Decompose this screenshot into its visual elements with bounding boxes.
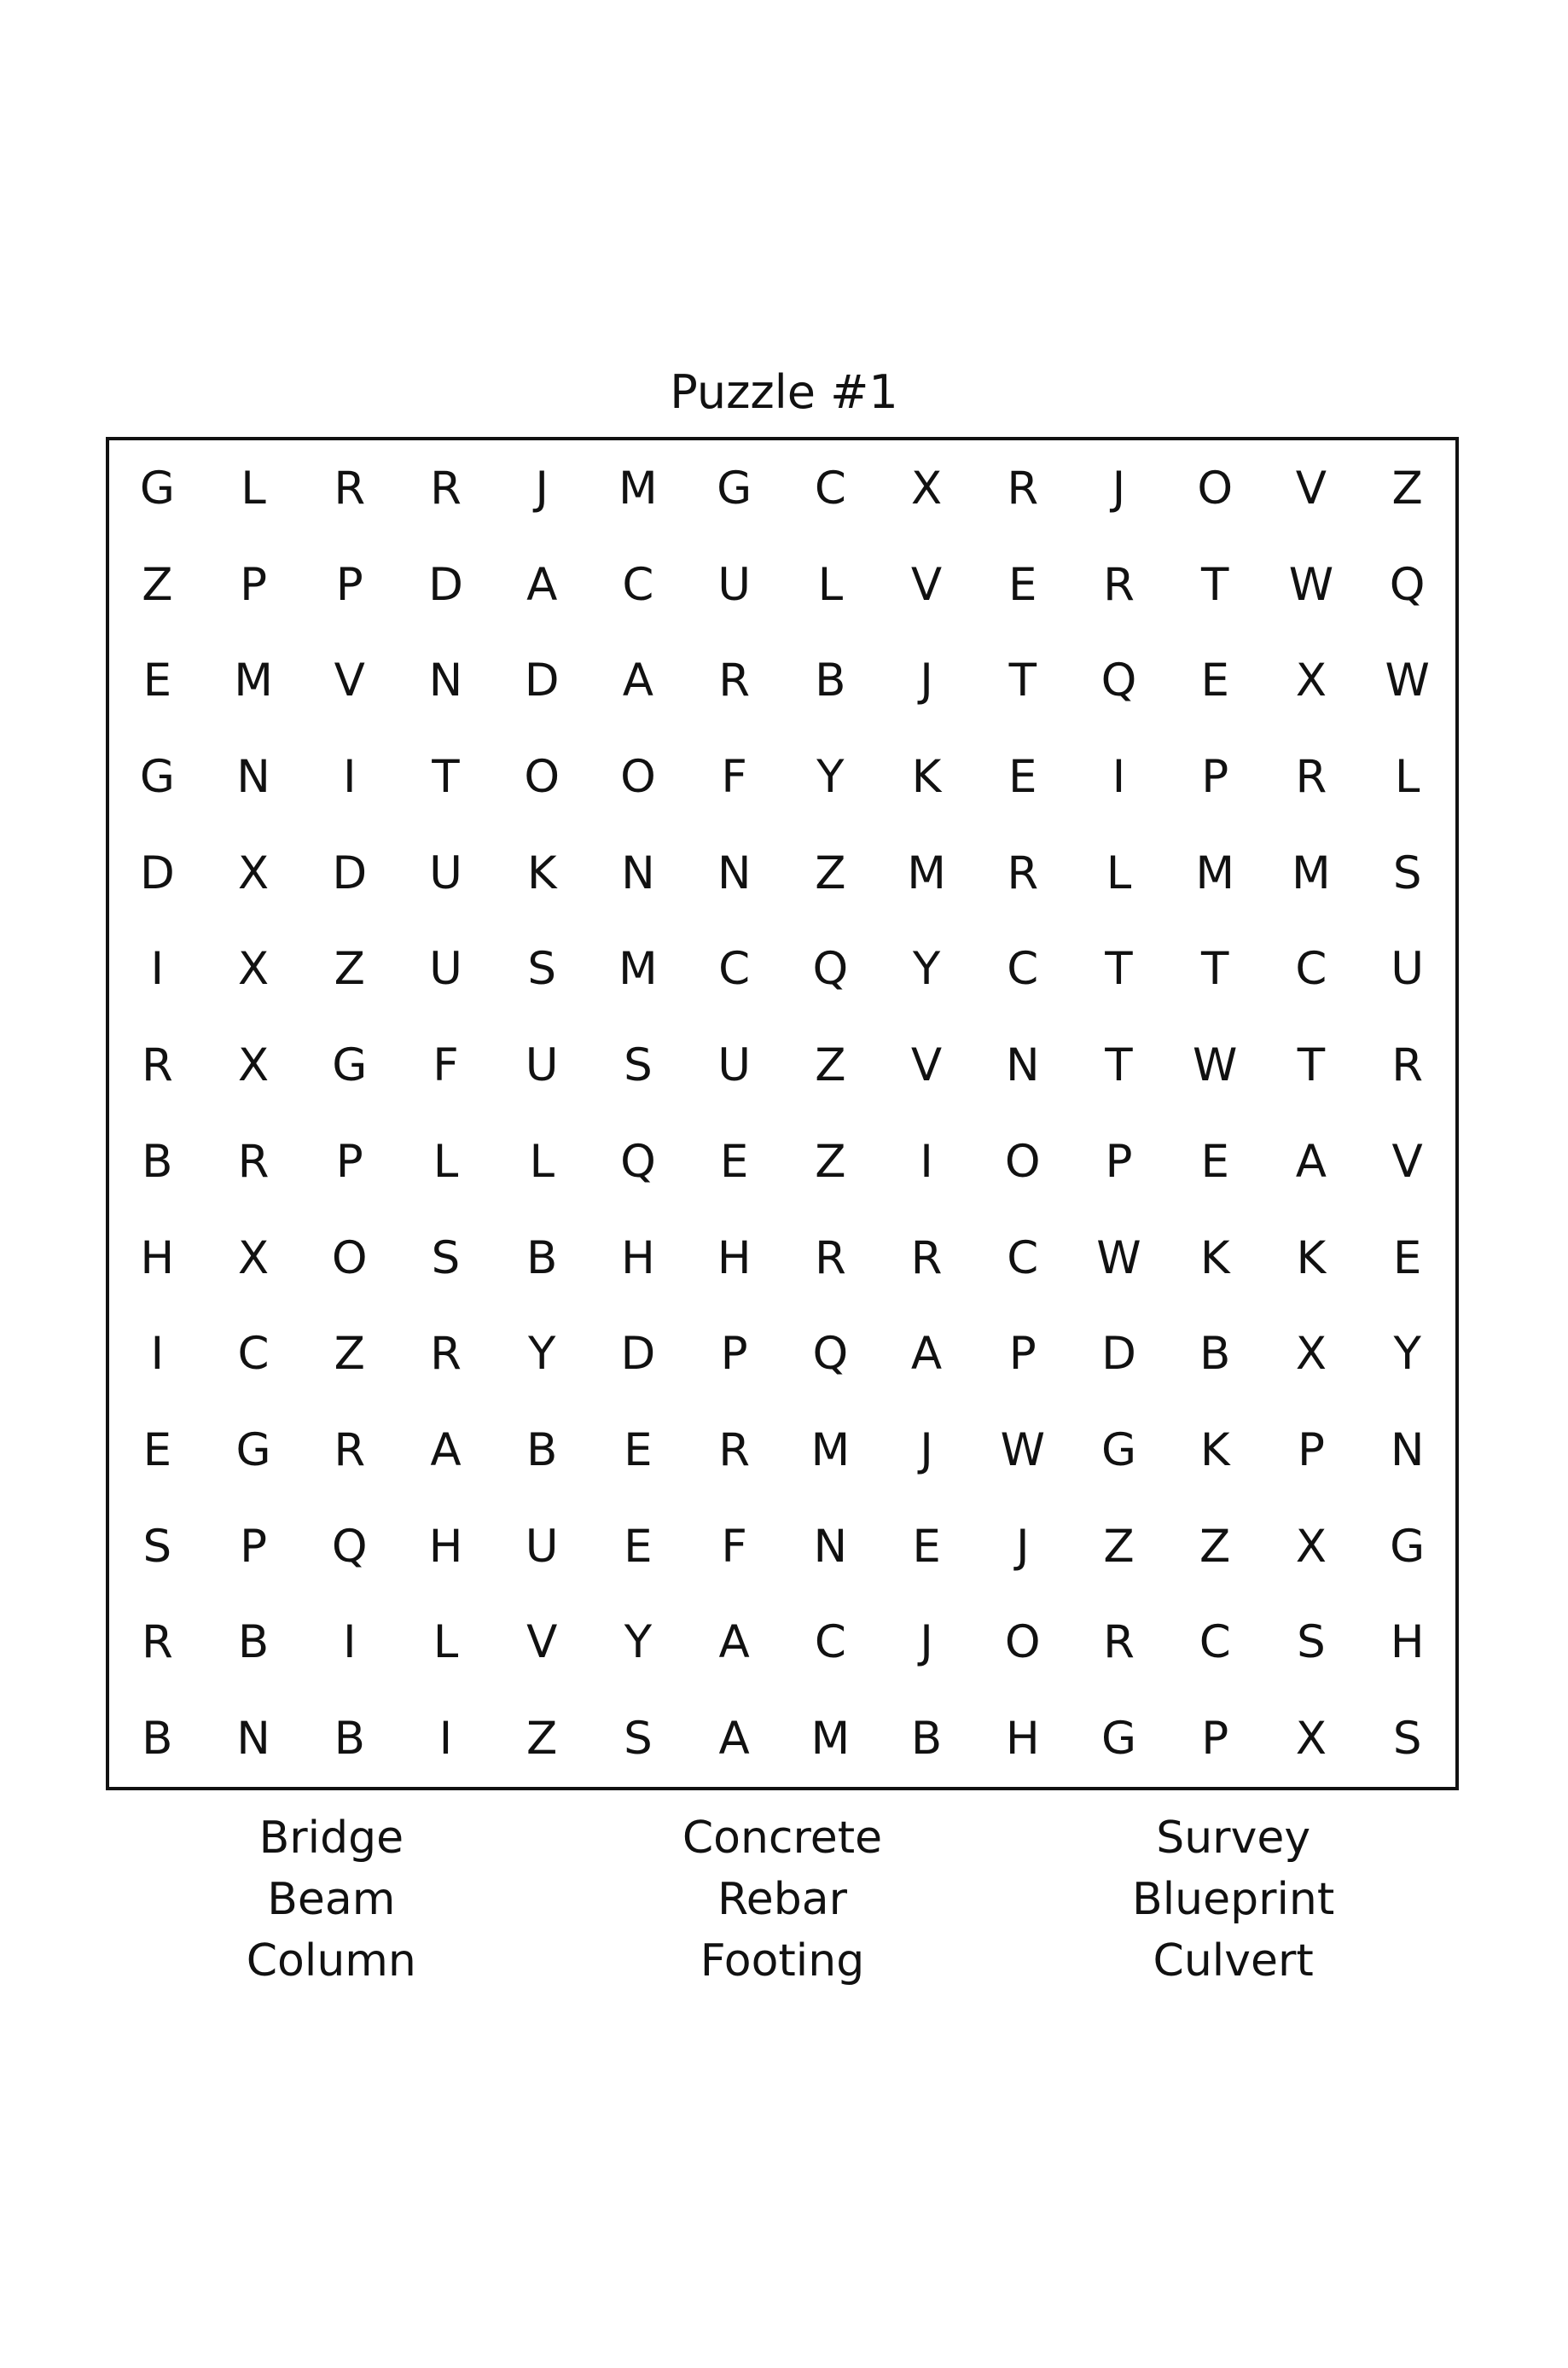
grid-cell[interactable]: I <box>920 1135 933 1188</box>
grid-cell[interactable]: O <box>331 1231 368 1284</box>
grid-cell[interactable]: A <box>622 655 654 707</box>
letter-grid <box>106 437 1459 1790</box>
grid-cell[interactable]: L <box>433 1135 459 1188</box>
grid-cell[interactable]: R <box>430 1328 462 1381</box>
grid-cell[interactable]: Z <box>1199 1520 1231 1573</box>
grid-cell[interactable]: C <box>1199 1616 1231 1669</box>
grid-cell[interactable]: F <box>721 1520 747 1573</box>
grid-cell[interactable]: C <box>237 1328 270 1381</box>
grid-cell[interactable]: G <box>717 462 752 515</box>
grid-cell[interactable]: P <box>1105 1135 1133 1188</box>
grid-cell[interactable]: B <box>910 1713 943 1766</box>
grid-cell[interactable]: A <box>430 1423 462 1476</box>
grid-cell[interactable]: P <box>335 558 363 611</box>
grid-cell[interactable]: P <box>1008 1328 1037 1381</box>
grid-cell[interactable]: P <box>240 1520 268 1573</box>
grid-cell[interactable]: T <box>432 750 460 803</box>
grid-cell[interactable]: E <box>1200 1135 1229 1188</box>
grid-cell[interactable]: D <box>139 847 175 899</box>
grid-cell[interactable]: Z <box>142 558 173 611</box>
grid-cell[interactable]: B <box>815 655 846 707</box>
grid-cell[interactable]: X <box>237 943 270 996</box>
grid-cell[interactable]: T <box>1105 943 1133 996</box>
grid-cell[interactable]: X <box>1295 1328 1327 1381</box>
grid-cell[interactable]: C <box>814 462 846 515</box>
grid-cell[interactable]: S <box>142 1520 172 1573</box>
grid-cell[interactable]: H <box>1390 1616 1425 1669</box>
grid-cell[interactable]: M <box>1292 847 1331 899</box>
grid-cell[interactable]: G <box>139 462 175 515</box>
grid-cell[interactable]: P <box>335 1135 363 1188</box>
grid-cell[interactable]: B <box>334 1713 365 1766</box>
grid-cell[interactable]: C <box>718 943 751 996</box>
grid-cell[interactable]: W <box>1288 558 1334 611</box>
grid-cell[interactable]: W <box>1000 1423 1045 1476</box>
grid-cell[interactable]: B <box>526 1423 558 1476</box>
grid-cell[interactable]: G <box>235 1423 271 1476</box>
grid-cell[interactable]: Z <box>1391 462 1423 515</box>
grid-cell[interactable]: I <box>342 750 357 803</box>
grid-cell[interactable]: O <box>1004 1616 1041 1669</box>
grid-cell[interactable]: N <box>236 1713 270 1766</box>
grid-cell[interactable]: T <box>1105 1039 1133 1092</box>
grid-cell[interactable]: R <box>814 1231 846 1284</box>
grid-cell[interactable]: U <box>525 1039 559 1092</box>
grid-cell[interactable]: Z <box>815 1135 846 1188</box>
grid-cell[interactable]: K <box>1296 1231 1327 1284</box>
grid-cell[interactable]: Q <box>620 1135 656 1188</box>
grid-cell[interactable]: O <box>524 750 560 803</box>
grid-cell[interactable]: Z <box>526 1713 558 1766</box>
grid-cell[interactable]: Y <box>912 943 941 996</box>
grid-cell[interactable]: J <box>1112 462 1126 515</box>
grid-cell[interactable]: J <box>1015 1520 1030 1573</box>
grid-cell[interactable]: M <box>810 1713 851 1766</box>
grid-cell[interactable]: R <box>1007 462 1039 515</box>
grid-cell[interactable]: G <box>1101 1713 1137 1766</box>
grid-cell[interactable]: E <box>1392 1231 1422 1284</box>
grid-cell[interactable]: N <box>428 655 463 707</box>
word-list-item: Bridge <box>258 1812 404 1864</box>
word-list-item: Survey <box>1156 1812 1311 1864</box>
grid-cell[interactable]: F <box>721 750 747 803</box>
grid-cell[interactable]: R <box>1007 847 1039 899</box>
grid-cell[interactable]: Q <box>812 943 849 996</box>
grid-cell[interactable]: U <box>717 1039 752 1092</box>
grid-cell[interactable]: I <box>150 943 165 996</box>
grid-cell[interactable]: V <box>910 558 943 611</box>
grid-cell[interactable]: O <box>620 750 656 803</box>
grid-cell[interactable]: E <box>1200 655 1229 707</box>
grid-cell[interactable]: N <box>1390 1423 1425 1476</box>
grid-cell[interactable]: L <box>433 1616 459 1669</box>
grid-cell[interactable]: M <box>907 847 946 899</box>
grid-cell[interactable]: R <box>1103 1616 1135 1669</box>
word-list-item: Concrete <box>682 1812 883 1864</box>
word-list-item: Blueprint <box>1132 1874 1335 1925</box>
grid-cell[interactable]: R <box>910 1231 943 1284</box>
grid-cell[interactable]: E <box>142 655 172 707</box>
grid-cell[interactable]: D <box>620 1328 656 1381</box>
grid-cell[interactable]: W <box>1385 655 1430 707</box>
grid-cell[interactable]: B <box>142 1135 173 1188</box>
grid-cell[interactable]: M <box>618 943 658 996</box>
grid-cell[interactable]: Y <box>1393 1328 1421 1381</box>
grid-cell[interactable]: M <box>234 655 273 707</box>
grid-cell[interactable]: V <box>1295 462 1327 515</box>
grid-cell[interactable]: I <box>150 1328 165 1381</box>
grid-cell[interactable]: V <box>910 1039 943 1092</box>
grid-cell[interactable]: J <box>920 1616 933 1669</box>
puzzle-title: Puzzle #1 <box>670 365 898 419</box>
grid-cell[interactable]: J <box>535 462 549 515</box>
grid-cell[interactable]: A <box>1295 1135 1327 1188</box>
grid-cell[interactable]: Z <box>334 1328 365 1381</box>
grid-cell[interactable]: Z <box>334 943 365 996</box>
grid-cell[interactable]: X <box>1295 1520 1327 1573</box>
grid-cell[interactable]: Q <box>1389 558 1426 611</box>
grid-cell[interactable]: I <box>438 1713 453 1766</box>
grid-cell[interactable]: Q <box>1101 655 1137 707</box>
grid-cell[interactable]: E <box>719 1135 749 1188</box>
grid-cell[interactable]: E <box>1008 558 1037 611</box>
grid-cell[interactable]: X <box>1295 655 1327 707</box>
grid-cell[interactable]: H <box>717 1231 752 1284</box>
grid-cell[interactable]: E <box>624 1423 653 1476</box>
grid-cell[interactable]: L <box>817 558 844 611</box>
grid-cell[interactable]: J <box>920 1423 933 1476</box>
grid-cell[interactable]: R <box>237 1135 270 1188</box>
grid-cell[interactable]: S <box>624 1039 653 1092</box>
grid-cell[interactable]: P <box>1201 1713 1229 1766</box>
grid-cell[interactable]: K <box>1199 1423 1230 1476</box>
word-list-item: Column <box>246 1935 416 1987</box>
grid-cell[interactable]: M <box>618 462 658 515</box>
grid-cell[interactable]: E <box>912 1520 941 1573</box>
grid-cell[interactable]: R <box>141 1616 173 1669</box>
grid-cell[interactable]: Z <box>815 1039 846 1092</box>
grid-cell[interactable]: V <box>526 1616 558 1669</box>
word-list-item: Rebar <box>717 1874 848 1925</box>
grid-cell[interactable]: Y <box>816 750 845 803</box>
grid-cell[interactable]: D <box>1101 1328 1136 1381</box>
grid-cell[interactable]: E <box>624 1520 653 1573</box>
grid-cell[interactable]: G <box>1101 1423 1137 1476</box>
grid-cell[interactable]: B <box>142 1713 173 1766</box>
grid-cell[interactable]: T <box>1008 655 1037 707</box>
grid-cell[interactable]: A <box>718 1616 750 1669</box>
grid-cell[interactable]: N <box>813 1520 848 1573</box>
grid-cell[interactable]: H <box>428 1520 463 1573</box>
grid-cell[interactable]: R <box>718 1423 751 1476</box>
grid-cell[interactable]: N <box>621 847 655 899</box>
grid-cell[interactable]: U <box>525 1520 559 1573</box>
grid-cell[interactable]: X <box>237 1231 270 1284</box>
grid-cell[interactable]: H <box>620 1231 655 1284</box>
grid-cell[interactable]: L <box>529 1135 555 1188</box>
grid-cell[interactable]: T <box>1201 943 1229 996</box>
grid-cell[interactable]: U <box>1391 943 1425 996</box>
grid-cell[interactable]: A <box>526 558 558 611</box>
grid-cell[interactable]: M <box>1195 847 1235 899</box>
grid-cell[interactable]: Y <box>528 1328 556 1381</box>
grid-cell[interactable]: G <box>332 1039 368 1092</box>
grid-cell[interactable]: A <box>718 1713 750 1766</box>
grid-cell[interactable]: M <box>810 1423 851 1476</box>
grid-cell[interactable]: U <box>429 847 462 899</box>
word-list <box>106 1807 1459 1992</box>
grid-cell[interactable]: W <box>1193 1039 1238 1092</box>
grid-cell[interactable]: S <box>1392 847 1422 899</box>
grid-cell[interactable]: V <box>1391 1135 1423 1188</box>
grid-cell[interactable]: A <box>910 1328 943 1381</box>
grid-cell[interactable]: O <box>1004 1135 1041 1188</box>
grid-cell[interactable]: B <box>526 1231 558 1284</box>
grid-cell[interactable]: X <box>910 462 943 515</box>
grid-cell[interactable]: R <box>430 462 462 515</box>
grid-cell[interactable]: R <box>718 655 751 707</box>
grid-cell[interactable]: H <box>1005 1713 1040 1766</box>
grid-cell[interactable]: S <box>1297 1616 1326 1669</box>
grid-cell[interactable]: S <box>624 1713 653 1766</box>
grid-cell[interactable]: C <box>622 558 654 611</box>
grid-cell[interactable]: D <box>524 655 560 707</box>
grid-cell[interactable]: Q <box>331 1520 368 1573</box>
grid-cell[interactable]: R <box>334 462 366 515</box>
grid-cell[interactable]: I <box>342 1616 357 1669</box>
word-list-column <box>1008 1807 1459 1992</box>
grid-cell[interactable]: C <box>1007 943 1039 996</box>
grid-cell[interactable]: P <box>720 1328 748 1381</box>
grid-cell[interactable]: P <box>1297 1423 1325 1476</box>
grid-cell[interactable]: Z <box>815 847 846 899</box>
grid-cell[interactable]: I <box>1112 750 1126 803</box>
grid-cell[interactable]: B <box>1199 1328 1231 1381</box>
grid-cell[interactable]: N <box>1005 1039 1040 1092</box>
grid-cell[interactable]: G <box>139 750 175 803</box>
grid-cell[interactable]: Q <box>812 1328 849 1381</box>
grid-cell[interactable]: T <box>1297 1039 1326 1092</box>
grid-cell[interactable]: E <box>142 1423 172 1476</box>
grid-cell[interactable]: X <box>237 847 270 899</box>
grid-cell[interactable]: W <box>1096 1231 1141 1284</box>
grid-cell[interactable]: K <box>1199 1231 1230 1284</box>
grid-cell[interactable]: S <box>431 1231 461 1284</box>
grid-cell[interactable]: P <box>240 558 268 611</box>
grid-cell[interactable]: N <box>717 847 752 899</box>
grid-cell[interactable]: R <box>1103 558 1135 611</box>
grid-cell[interactable]: H <box>140 1231 175 1284</box>
grid-cell[interactable]: K <box>526 847 557 899</box>
grid-cell[interactable]: L <box>1394 750 1420 803</box>
grid-cell[interactable]: C <box>814 1616 846 1669</box>
grid-cell[interactable]: J <box>920 655 933 707</box>
grid-cell[interactable]: S <box>1392 1713 1422 1766</box>
grid-cell[interactable]: C <box>1007 1231 1039 1284</box>
grid-cell[interactable]: U <box>429 943 462 996</box>
grid-cell[interactable]: O <box>1197 462 1234 515</box>
grid-cell[interactable]: R <box>1295 750 1327 803</box>
grid-cell[interactable]: C <box>1295 943 1327 996</box>
grid-cell[interactable]: G <box>1390 1520 1426 1573</box>
grid-cell[interactable]: Y <box>624 1616 653 1669</box>
grid-cell[interactable]: F <box>433 1039 459 1092</box>
grid-cell[interactable]: B <box>237 1616 270 1669</box>
grid-cell[interactable]: K <box>911 750 942 803</box>
grid-cell[interactable]: U <box>717 558 752 611</box>
word-list-item: Footing <box>700 1935 865 1987</box>
word-list-item: Culvert <box>1153 1935 1314 1987</box>
grid-cell[interactable]: L <box>1106 847 1132 899</box>
grid-cell[interactable]: N <box>236 750 270 803</box>
word-list-item: Beam <box>267 1874 396 1925</box>
word-list-column <box>106 1807 557 1992</box>
grid-cell[interactable]: D <box>332 847 368 899</box>
grid-cell[interactable]: X <box>1295 1713 1327 1766</box>
grid-cell[interactable]: Z <box>1103 1520 1135 1573</box>
grid-cell[interactable]: T <box>1201 558 1229 611</box>
grid-cell[interactable]: D <box>428 558 463 611</box>
grid-cell[interactable]: R <box>141 1039 173 1092</box>
grid-cell[interactable]: L <box>241 462 266 515</box>
grid-cell[interactable]: V <box>334 655 365 707</box>
grid-cell[interactable]: R <box>1391 1039 1424 1092</box>
grid-cell[interactable]: S <box>527 943 557 996</box>
grid-cell[interactable]: X <box>237 1039 270 1092</box>
grid-cell[interactable]: R <box>334 1423 366 1476</box>
grid-cell[interactable]: P <box>1201 750 1229 803</box>
grid-cell[interactable]: E <box>1008 750 1037 803</box>
word-list-column <box>557 1807 1008 1992</box>
